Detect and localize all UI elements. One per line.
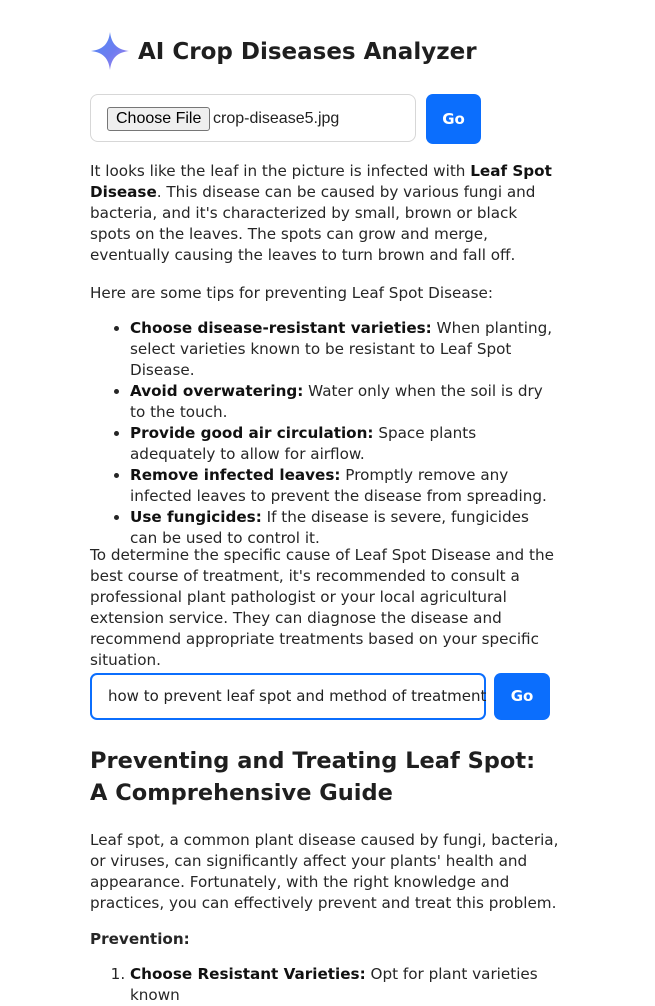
guide-intro: Leaf spot, a common plant disease caused by fungi, bacteria, or viruses, can significantly affect your plants' health and appearance. Fortunately, with the right knowledge and practices, you can effectively prevent and treat this problem. xyxy=(90,831,559,912)
list-item: 1. Choose Resistant Varieties: Opt for plant varieties known xyxy=(130,964,560,1006)
header xyxy=(90,0,560,104)
page xyxy=(90,0,560,1004)
selected-file-name: crop-disease5.jpg xyxy=(213,110,340,127)
tips-list xyxy=(90,318,560,549)
question-input[interactable]: how to prevent leaf spot and method of treatment xyxy=(90,673,486,720)
list-item: • Use fungicides: If the disease is severe, fungicides can be used to control it. xyxy=(130,507,560,549)
file-upload-field[interactable] xyxy=(90,94,416,142)
app-title: AI Crop Diseases Analyzer xyxy=(138,39,477,65)
analyze-go-button[interactable]: Go xyxy=(426,94,481,144)
disease-name: Leaf Spot Disease xyxy=(90,162,552,201)
consult-paragraph: To determine the specific cause of Leaf Spot Disease and the best course of treatment, it's recommended to consult a professional plant pathologist or your local agricultural extension service. They can diagnose the disease and recommend appropriate treatments based on your specific situation. xyxy=(90,546,554,669)
tips-intro: Here are some tips for preventing Leaf Spot Disease: xyxy=(90,284,494,302)
choose-file-button[interactable]: Choose File xyxy=(107,107,210,131)
list-item: • Choose disease-resistant varieties: When planting, select varieties known to be resistant to Leaf Spot Disease. xyxy=(130,318,560,381)
list-item: • Avoid overwatering: Water only when the soil is dry to the touch. xyxy=(130,381,560,423)
prevention-heading: Prevention: xyxy=(90,930,190,948)
ask-go-button[interactable]: Go xyxy=(494,673,550,720)
sparkle-icon xyxy=(90,31,130,71)
list-item: • Remove infected leaves: Promptly remove any infected leaves to prevent the disease from spreading. xyxy=(130,465,560,507)
analysis-intro: It looks like the leaf in the picture is infected with Leaf Spot Disease. This disease can be caused by various fungi and bacteria, and it's characterized by small, brown or black spots on the leaves. The spots can grow and merge, eventually causing the leaves to turn brown and fall off. xyxy=(90,162,552,264)
guide-title: Preventing and Treating Leaf Spot: A Comprehensive Guide xyxy=(90,748,536,806)
list-item: • Provide good air circulation: Space plants adequately to allow for airflow. xyxy=(130,423,560,465)
prevention-list xyxy=(90,964,560,1006)
